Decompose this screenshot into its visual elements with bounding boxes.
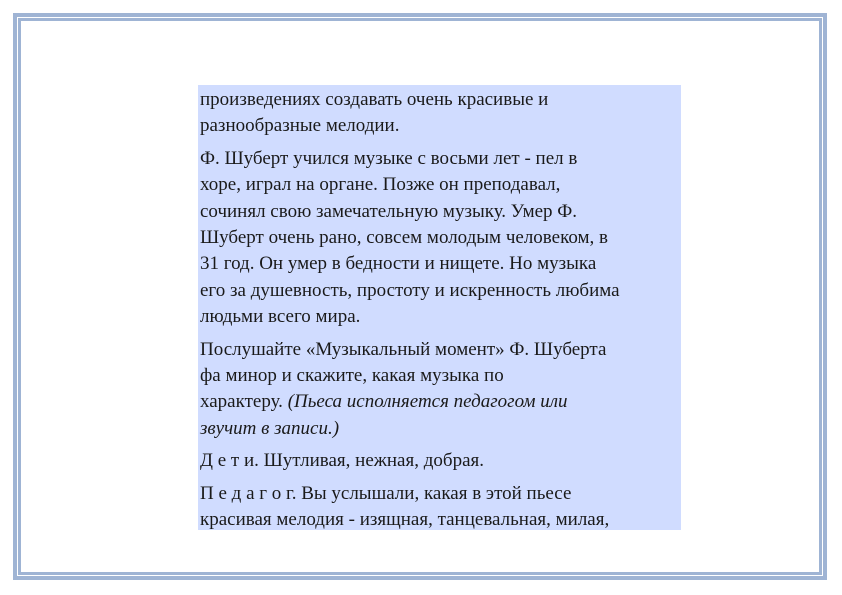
text-line: его за душевность, простоту и искренность любима <box>200 279 620 301</box>
stage-direction: (Пьеса исполняется педагогом или <box>287 391 568 413</box>
paragraph-1 <box>200 87 681 140</box>
text-line: разнообразные мелодии. <box>200 115 400 137</box>
text-line <box>200 481 681 507</box>
text-run: Шутливая, нежная, добрая. <box>258 450 484 472</box>
text-line: 31 год. Он умер в бедности и нищете. Но музыка <box>200 253 597 275</box>
text-line: произведениях создавать очень красивые и <box>200 89 549 110</box>
text-line: Послушайте «Музыкальный момент» Ф. Шуберта <box>200 338 607 360</box>
text-line: фа минор и скажите, какая музыка по <box>200 365 504 387</box>
text-line <box>200 448 681 474</box>
stage-direction: звучит в записи.) <box>200 417 340 439</box>
text-line: Ф. Шуберт учился музыке с восьми лет - пел в <box>200 147 578 169</box>
text-run: Вы услышали, какая в этой пьесе <box>296 482 572 504</box>
paragraph-2 <box>200 146 681 331</box>
text-run: характеру. <box>200 391 288 413</box>
speaker-label: П е д а г о г. <box>200 482 297 504</box>
text-line: сочинял свою замечательную музыку. Умер Ф. <box>200 200 578 222</box>
speaker-label: Д е т и. <box>200 450 259 472</box>
paragraph-5 <box>200 481 681 534</box>
paragraph-4 <box>200 448 681 474</box>
text-block <box>198 85 681 530</box>
text-line: Шуберт очень рано, совсем молодым человеком, в <box>200 227 608 249</box>
text-line: людьми всего мира. <box>200 306 361 328</box>
text-line: красивая мелодия - изящная, танцевальная, милая, <box>200 509 610 531</box>
text-line: хоре, играл на органе. Позже он преподавал, <box>200 174 561 196</box>
text-line <box>200 389 681 415</box>
paragraph-3 <box>200 337 681 443</box>
